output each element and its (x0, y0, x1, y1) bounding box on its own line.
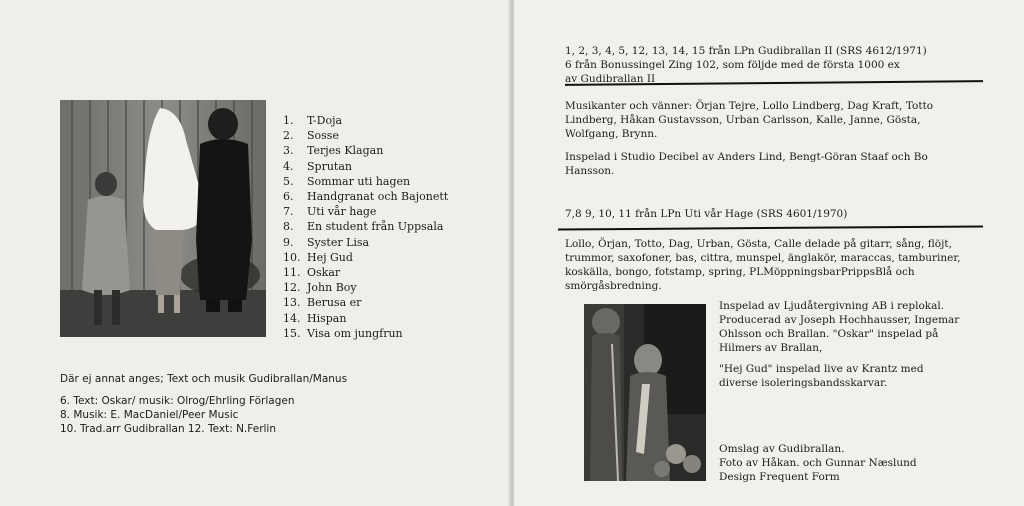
track-item (283, 204, 448, 219)
credits-intro: Där ej annat anges; Text och musik Gudibrallan/Manus (60, 373, 348, 385)
track-title: Berusa er (307, 296, 362, 310)
track-number: 14. (283, 311, 301, 325)
track-item (283, 235, 448, 250)
track-number: 5. (283, 174, 294, 188)
recording-credits-ljudatergivning: Inspelad av Ljudåtergivning AB i replokal. Producerad av Joseph Hochhausser, Ingemar Ohlsson och Brallan. "Oskar" inspelad på Hilmers av Brallan, (719, 300, 960, 354)
track-title: Sosse (307, 129, 339, 143)
track-number: 12. (283, 281, 301, 295)
track-title: Hej Gud (307, 250, 353, 264)
section1-heading: 1, 2, 3, 4, 5, 12, 13, 14, 15 från LPn Gudibrallan II (SRS 4612/1971) 6 från Bonussingel Zing 102, som följde med de första 1000 ex av Gudibrallan II (565, 45, 927, 85)
track-title: T-Doja (307, 114, 343, 127)
track-number: 6. (283, 190, 294, 204)
track-item (283, 280, 448, 295)
credit-line: 6. Text: Oskar/ musik: Olrog/Ehrling Förlagen (60, 395, 295, 407)
left-page (0, 0, 510, 506)
track-number: 13. (283, 296, 301, 310)
track-number: 1. (283, 114, 294, 127)
track-item (283, 250, 448, 265)
credit-line: 10. Trad.arr Gudibrallan 12. Text: N.Ferlin (60, 423, 277, 435)
recording-credits-decibel: Inspelad i Studio Decibel av Anders Lind, Bengt-Göran Staaf och Bo Hansson. (565, 151, 928, 177)
track-item (283, 159, 448, 174)
track-number: 11. (283, 266, 301, 280)
track-title: Syster Lisa (307, 235, 370, 249)
track-title: En student från Uppsala (307, 220, 444, 234)
musicians-credits: Musikanter och vänner: Örjan Tejre, Lollo Lindberg, Dag Kraft, Totto Lindberg, Håkan Gustavsson, Urban Carlsson, Kalle, Janne, Gösta, Wolfgang, Brynn. (565, 100, 934, 140)
track-list (283, 113, 448, 341)
track-item (283, 326, 448, 341)
section2-heading: 7,8 9, 10, 11 från LPn Uti vår Hage (SRS 4601/1970) (565, 208, 848, 220)
track-number: 2. (283, 129, 294, 143)
hej-gud-note: "Hej Gud" inspelad live av Krantz med diverse isoleringsbandsskarvar. (719, 363, 924, 389)
track-item (283, 128, 448, 143)
band-live-photo (584, 304, 706, 481)
songwriting-credits (60, 394, 480, 436)
cover-credits: Omslag av Gudibrallan. Foto av Håkan. och Gunnar Næslund Design Frequent Form (719, 443, 917, 483)
track-item (283, 113, 448, 128)
track-number: 8. (283, 220, 294, 234)
track-title: Sprutan (307, 159, 352, 173)
track-number: 15. (283, 326, 301, 340)
track-item (283, 295, 448, 310)
instrument-credits: Lollo, Örjan, Totto, Dag, Urban, Gösta, Calle delade på gitarr, sång, flöjt, trummor, saxofoner, bas, cittra, munspel, änglakör, maraccas, tamburiner, koskälla, bongo, fotstamp, spring, PLMöppningsbarPrippsBlå och smörgåsbredning. (565, 238, 961, 292)
credit-line: 8. Musik: E. MacDaniel/Peer Music (60, 409, 239, 421)
track-item (283, 219, 448, 234)
track-number: 9. (283, 235, 294, 249)
track-item (283, 189, 448, 204)
track-title: Hispan (307, 311, 347, 325)
track-item (283, 311, 448, 326)
track-number: 7. (283, 205, 294, 219)
track-title: Sommar uti hagen (307, 174, 411, 188)
track-number: 3. (283, 144, 294, 158)
track-item (283, 174, 448, 189)
track-title: Visa om jungfrun (307, 326, 403, 340)
track-number: 4. (283, 159, 294, 173)
track-title: Oskar (307, 266, 341, 280)
track-item (283, 143, 448, 158)
track-number: 10. (283, 250, 301, 264)
track-item (283, 265, 448, 280)
track-title: Terjes Klagan (307, 144, 384, 158)
track-title: Uti vår hage (307, 205, 377, 219)
band-photo-wall (60, 100, 266, 337)
track-title: John Boy (307, 281, 357, 295)
track-title: Handgranat och Bajonett (307, 190, 449, 204)
